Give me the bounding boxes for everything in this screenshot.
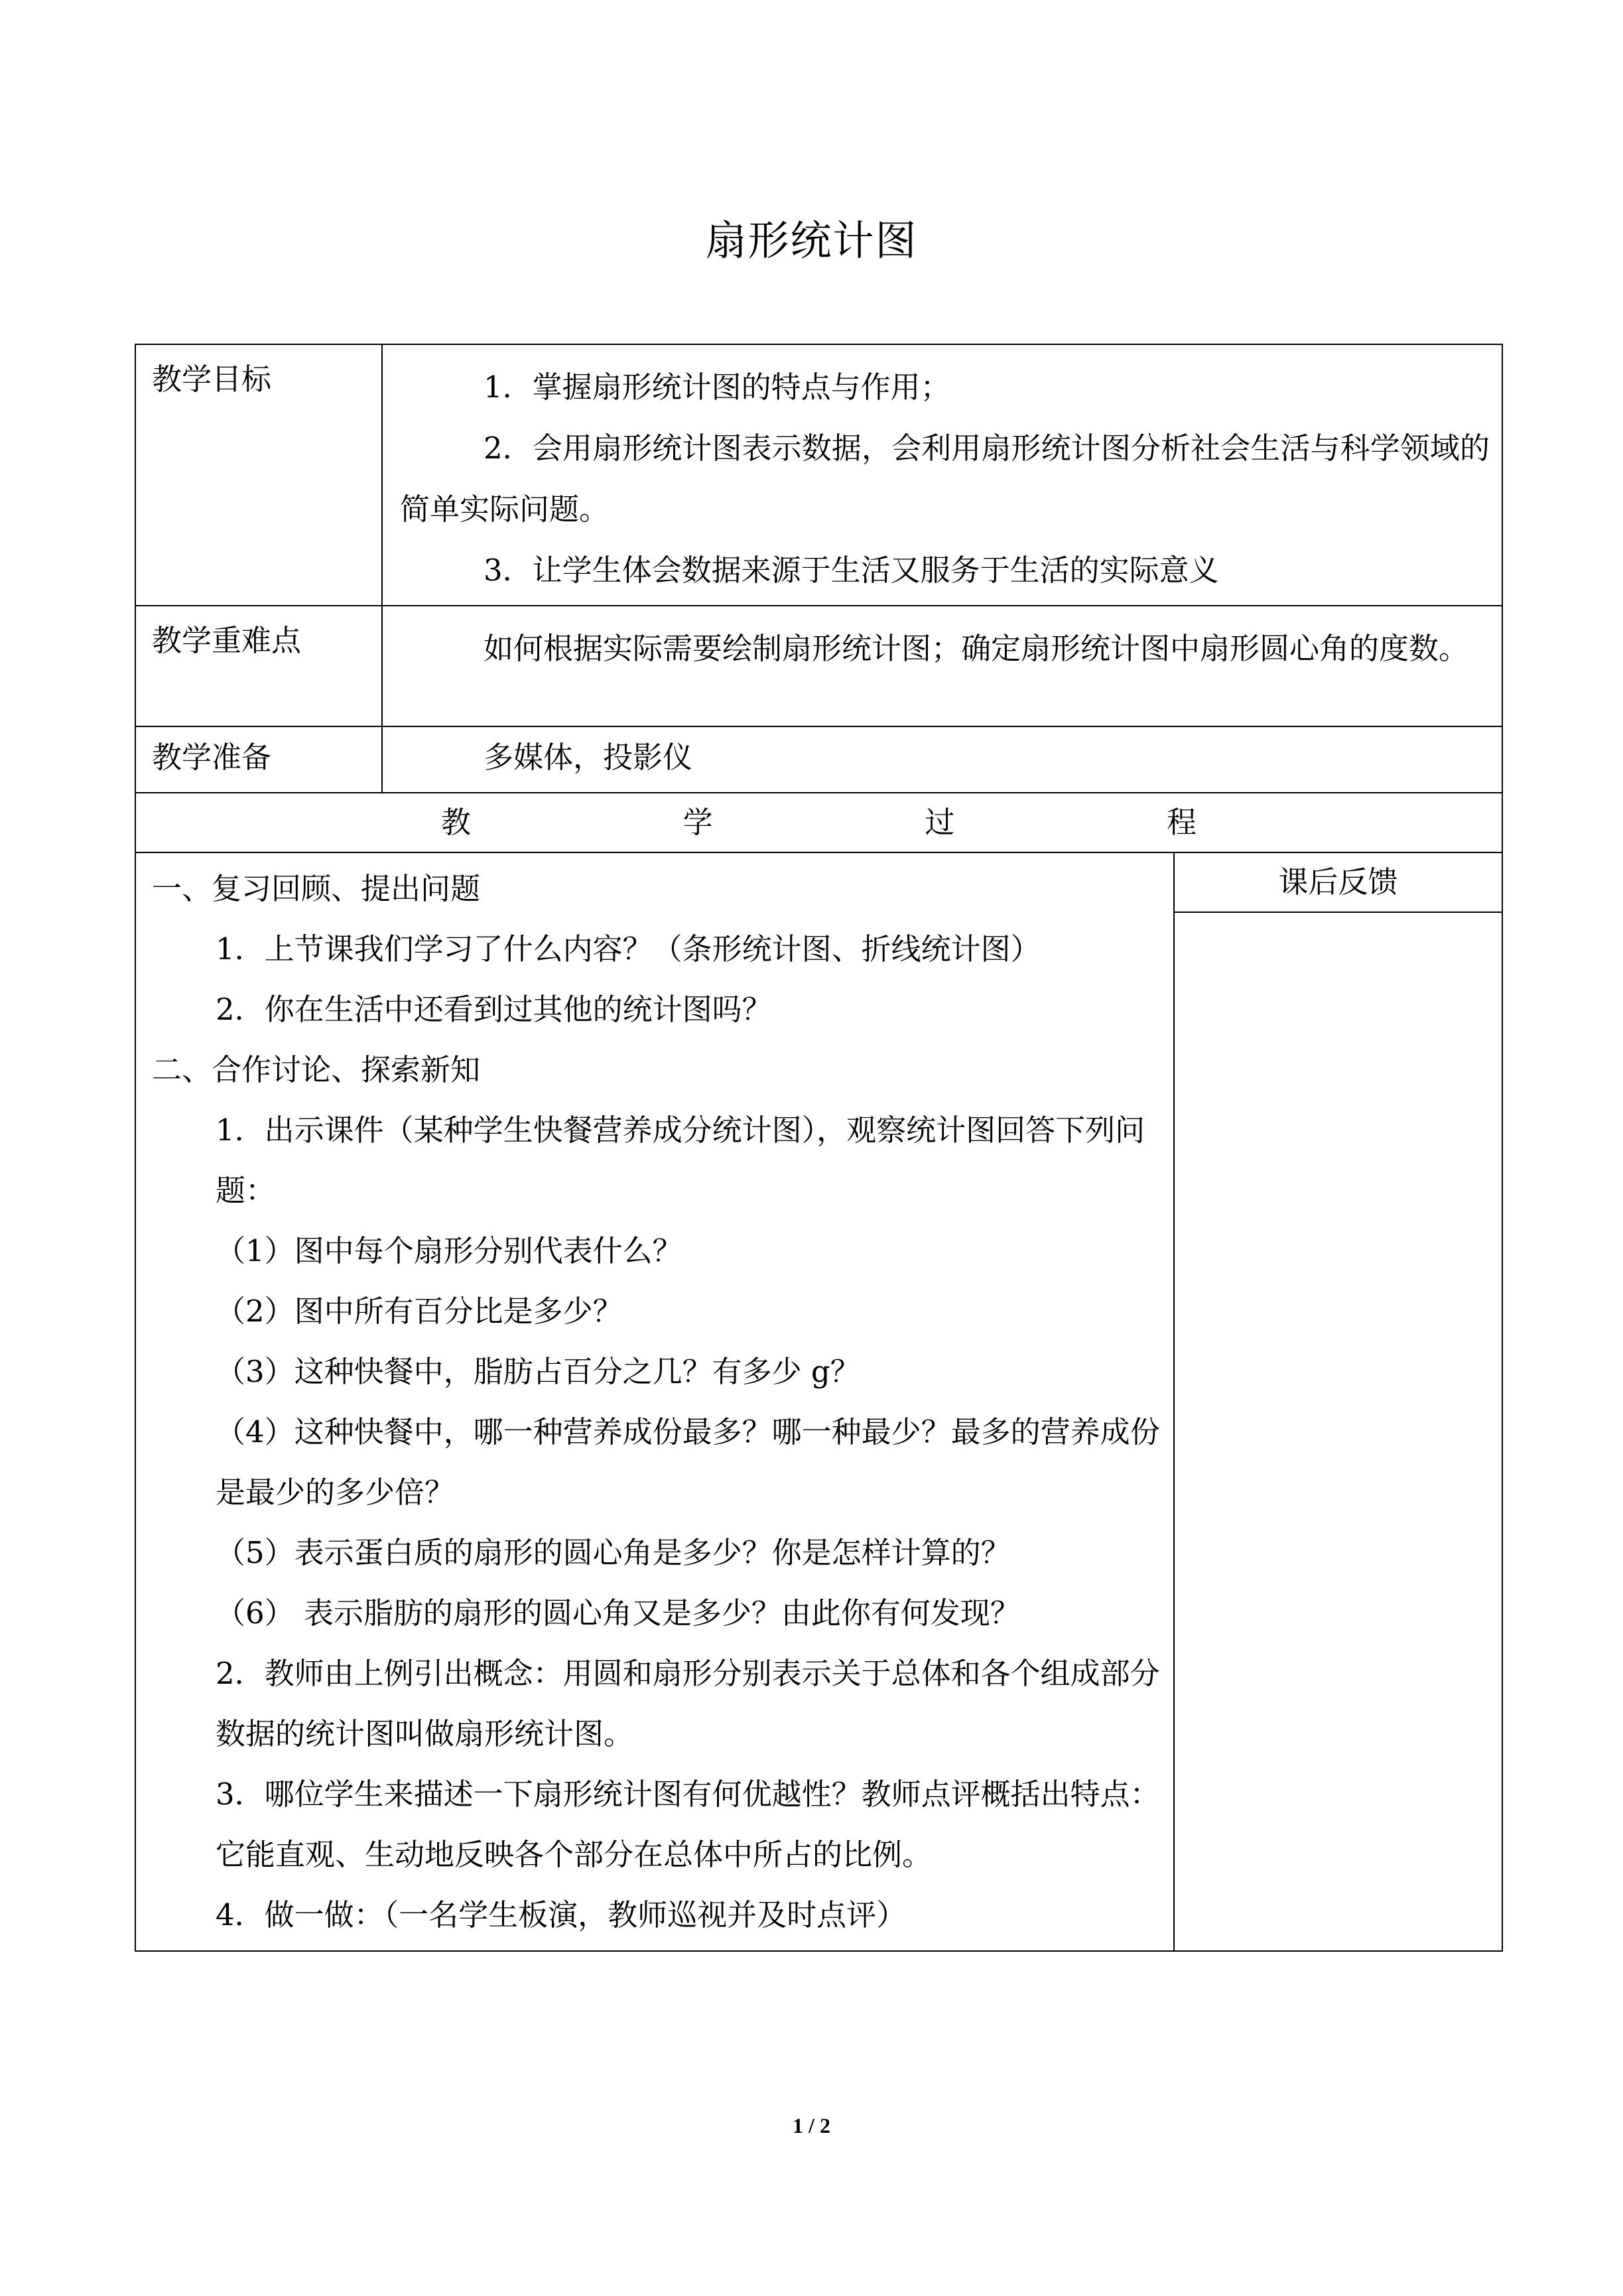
process-header-char: 程 xyxy=(1166,805,1197,840)
objective-item: 3．让学生体会数据来源于生活又服务于生活的实际意义 xyxy=(484,553,1219,588)
process-header-char: 学 xyxy=(682,805,713,840)
process-row xyxy=(135,852,1502,1951)
objectives-content xyxy=(382,344,1502,606)
question-item: （6） 表示脂肪的扇形的圆心角又是多少？由此你有何发现？ xyxy=(216,1595,1020,1631)
page-number: 1 / 2 xyxy=(793,2114,830,2137)
key-points-row xyxy=(135,606,1502,726)
key-points-text: 如何根据实际需要绘制扇形统计图；确定扇形统计图中扇形圆心角的度数。 xyxy=(484,631,1469,666)
objectives-label: 教学目标 xyxy=(135,344,382,606)
feedback-column xyxy=(1174,852,1502,1951)
key-points-content xyxy=(382,606,1502,726)
question-item: （3）这种快餐中，脂肪占百分之几？有多少 g？ xyxy=(216,1354,860,1389)
process-header-char: 教 xyxy=(441,805,472,840)
process-item: 1．出示课件（某种学生快餐营养成分统计图），观察统计图回答下列问题： xyxy=(216,1113,1145,1208)
page-title: 扇形统计图 xyxy=(705,216,918,265)
preparation-content xyxy=(382,726,1502,793)
preparation-label: 教学准备 xyxy=(135,726,382,793)
process-item: 3．哪位学生来描述一下扇形统计图有何优越性？教师点评概括出特点：它能直观、生动地反映各个部分在总体中所占的比例。 xyxy=(216,1777,1160,1872)
process-item: 2．你在生活中还看到过其他的统计图吗？ xyxy=(216,992,772,1027)
section-heading: 一、复习回顾、提出问题 xyxy=(152,871,481,906)
process-item: 4．做一做：（一名学生板演，教师巡视并及时点评） xyxy=(216,1897,907,1932)
process-content xyxy=(135,852,1174,1951)
question-item: （2）图中所有百分比是多少？ xyxy=(216,1294,623,1329)
preparation-row xyxy=(135,726,1502,793)
question-item: （1）图中每个扇形分别代表什么？ xyxy=(216,1233,682,1268)
objectives-row xyxy=(135,344,1502,606)
section-heading: 二、合作讨论、探索新知 xyxy=(152,1052,481,1087)
process-item: 2．教师由上例引出概念：用圆和扇形分别表示关于总体和各个组成部分数据的统计图叫做扇形统计图。 xyxy=(216,1656,1160,1751)
objective-item: 2．会用扇形统计图表示数据，会利用扇形统计图分析社会生活与科学领域的简单实际问题。 xyxy=(400,431,1490,527)
question-item: （4）这种快餐中，哪一种营养成份最多？哪一种最少？最多的营养成份是最少的多少倍？ xyxy=(216,1414,1160,1510)
key-points-label: 教学重难点 xyxy=(135,606,382,726)
question-item: （5）表示蛋白质的扇形的圆心角是多少？你是怎样计算的？ xyxy=(216,1535,1011,1570)
process-item: 1．上节课我们学习了什么内容？（条形统计图、折线统计图） xyxy=(216,931,1041,967)
objective-item: 1．掌握扇形统计图的特点与作用； xyxy=(484,370,950,405)
process-header-char: 过 xyxy=(925,805,955,840)
feedback-header: 课后反馈 xyxy=(1175,853,1502,913)
lesson-plan-table xyxy=(135,344,1503,1952)
process-header xyxy=(135,793,1502,852)
preparation-text: 多媒体，投影仪 xyxy=(484,740,693,775)
process-header-row xyxy=(135,793,1502,852)
